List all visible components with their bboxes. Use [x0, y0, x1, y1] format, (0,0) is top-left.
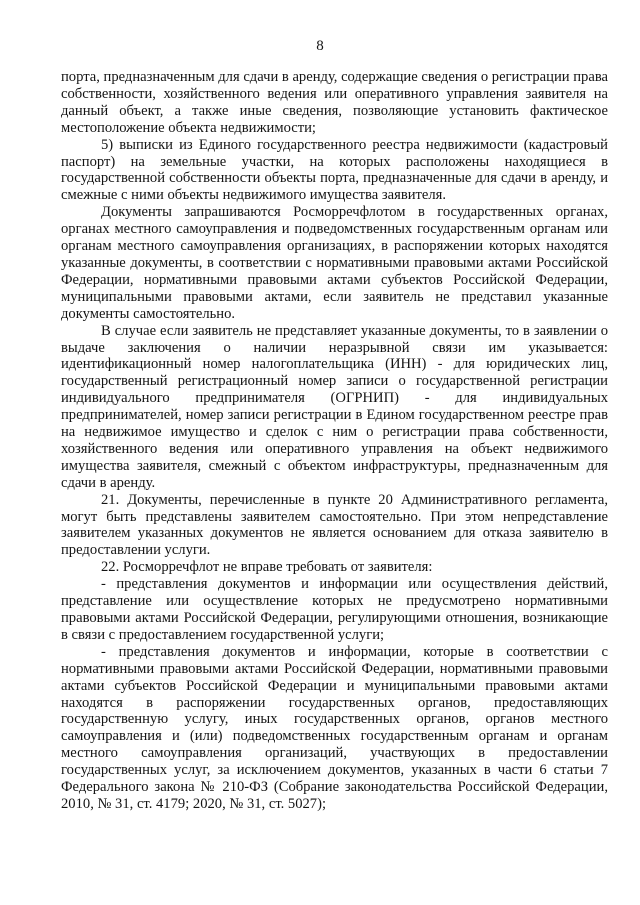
page-number: 8	[316, 38, 324, 54]
paragraph-applicant-info: В случае если заявитель не представляет указанные документы, то в заявлении о выдаче заключения о наличии неразрывной связи им указывается: идентификационный номер налогоплательщика (ИНН) - для юридических лиц, государственный регистрационный номер записи о государственной регистрации индивидуального предпринимателя (ОГРНИП) - для индивидуальных предпринимателей, номер записи регистрации в Едином государственном реестре прав на недвижимое имущество и сделок с ним о регистрации права собственности, хозяйственного ведения или оперативного управления на объект недвижимого имущества заявителя, смежный с объектом инфраструктуры, предназначенным для сдачи в аренду.	[61, 322, 608, 491]
paragraph-item-5: 5) выписки из Единого государственного реестра недвижимости (кадастровый паспорт) на земельные участки, на которых расположены находящиеся в государственной собственности объекты порта, предназначенные для сдачи в аренду, и смежные с ними объекты недвижимого имущества заявителя.	[61, 136, 608, 204]
paragraph-dash-item-2: - представления документов и информации, которые в соответствии с нормативными правовыми актами Российской Федерации, нормативными правовыми актами субъектов Российской Федерации и муниципальными правовыми актами находятся в распоряжении государственных органов, предоставляющих государственную услугу, иных государственных органов, органов местного самоуправления и (или) подведомственных государственным органам и органам местного самоуправления организаций, участвующих в предоставлении государственных услуг, за исключением документов, указанных в части 6 статьи 7 Федерального закона № 210-ФЗ (Собрание законодательства Российской Федерации, 2010, № 31, ст. 4179; 2020, № 31, ст. 5027);	[61, 643, 608, 812]
document-body	[61, 69, 608, 813]
paragraph-dash-item-1: - представления документов и информации или осуществления действий, представление или осуществление которых не предусмотрено нормативными правовыми актами Российской Федерации, регулирующими отношения, возникающие в связи с предоставлением государственной услуги;	[61, 576, 608, 643]
paragraph-documents-requested: Документы запрашиваются Росморречфлотом в государственных органах, органах местного самоуправления и подведомственных государственным органам или органам местного самоуправления организациях, в распоряжении которых находятся указанные документы, в соответствии с нормативными правовыми актами Российской Федерации, нормативными правовыми актами субъектов Российской Федерации, муниципальными правовыми актами, если заявитель не представил указанные документы самостоятельно.	[61, 204, 608, 322]
paragraph-clause-22: 22. Росморречфлот не вправе требовать от заявителя:	[101, 559, 433, 576]
paragraph-clause-21: 21. Документы, перечисленные в пункте 20 Административного регламента, могут быть представлены заявителем самостоятельно. При этом непредставление заявителем указанных документов не является основанием для отказа заявителю в предоставлении услуги.	[61, 491, 608, 559]
paragraph-continuation: порта, предназначенным для сдачи в аренду, содержащие сведения о регистрации права собственности, хозяйственного ведения или оперативного управления заявителя на данный объект, а также иные сведения, позволяющие установить фактическое местоположение объекта недвижимости;	[61, 69, 608, 136]
